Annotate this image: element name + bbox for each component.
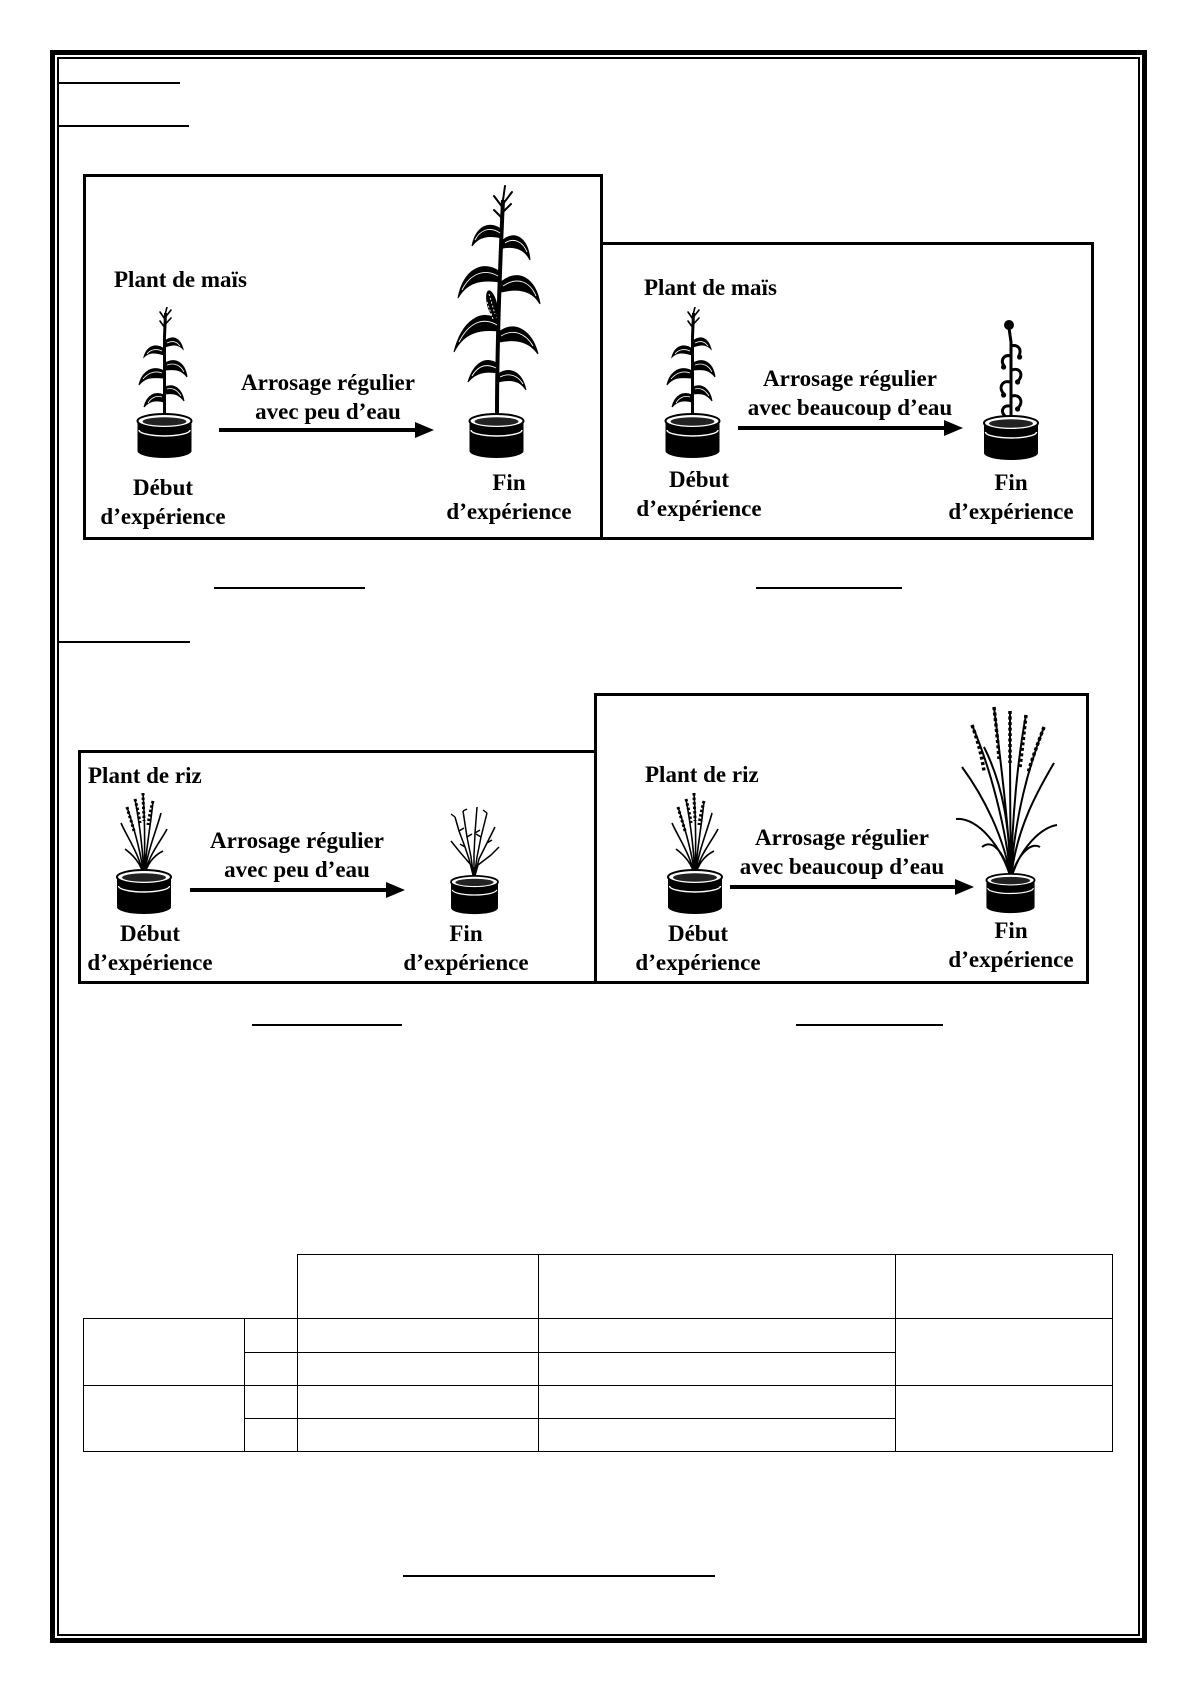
answer-line bbox=[214, 587, 365, 589]
end-label bbox=[891, 468, 1131, 526]
maize-plant-start bbox=[661, 307, 724, 459]
end-line-1: Fin bbox=[449, 921, 483, 946]
plant-label: Plant de riz bbox=[88, 763, 202, 788]
row-group-result-cell bbox=[896, 1319, 1113, 1386]
start-line-2: d’expérience bbox=[100, 504, 226, 529]
maize-young-drawing bbox=[138, 307, 192, 458]
answer-line bbox=[756, 587, 902, 589]
plant-label: Plant de riz bbox=[645, 762, 759, 787]
section-rule-maize bbox=[57, 125, 189, 127]
start-label bbox=[578, 919, 818, 977]
table-cell bbox=[245, 1353, 298, 1386]
table-row bbox=[84, 1386, 1113, 1419]
arrow-head bbox=[944, 420, 963, 436]
treatment-line-2: avec beaucoup d’eau bbox=[747, 395, 953, 420]
answer-line bbox=[796, 1024, 943, 1026]
start-line-1: Début bbox=[667, 921, 729, 946]
table-cell bbox=[298, 1353, 539, 1386]
header-cell bbox=[896, 1255, 1113, 1319]
plant-label: Plant de maïs bbox=[644, 275, 777, 300]
rice-grains bbox=[972, 707, 1044, 773]
header-cell bbox=[298, 1255, 539, 1319]
end-label bbox=[891, 916, 1131, 974]
arrow-head bbox=[386, 882, 405, 898]
rice-young-drawing bbox=[117, 793, 171, 914]
table-cell bbox=[298, 1386, 539, 1419]
start-label bbox=[30, 919, 270, 977]
start-line-1: Début bbox=[668, 467, 730, 492]
arrow-right-icon bbox=[190, 880, 405, 900]
end-label bbox=[346, 919, 586, 977]
treatment-label bbox=[730, 364, 970, 422]
maize-plant-tall bbox=[448, 186, 545, 459]
table-cell bbox=[539, 1419, 896, 1452]
answer-line bbox=[252, 1024, 402, 1026]
treatment-label bbox=[722, 823, 962, 881]
rice-young-drawing bbox=[668, 793, 722, 914]
table-corner-blank bbox=[84, 1255, 298, 1319]
table-cell bbox=[539, 1319, 896, 1353]
pot bbox=[986, 874, 1034, 913]
end-line-2: d’expérience bbox=[446, 499, 572, 524]
end-line-1: Fin bbox=[994, 470, 1028, 495]
treatment-label bbox=[177, 826, 417, 884]
pot bbox=[451, 876, 498, 914]
start-label bbox=[579, 465, 819, 523]
treatment-line-2: avec peu d’eau bbox=[224, 857, 370, 882]
maize-young-drawing bbox=[666, 307, 720, 458]
table-row bbox=[84, 1319, 1113, 1353]
section-rule-rice bbox=[57, 641, 190, 643]
table-cell bbox=[245, 1386, 298, 1419]
arrow-right-icon bbox=[219, 420, 434, 440]
start-line-1: Début bbox=[132, 475, 194, 500]
treatment-line-2: avec beaucoup d’eau bbox=[739, 854, 945, 879]
end-line-2: d’expérience bbox=[948, 499, 1074, 524]
treatment-line-1: Arrosage régulier bbox=[210, 828, 384, 853]
table-cell bbox=[298, 1319, 539, 1353]
end-line-2: d’expérience bbox=[403, 950, 529, 975]
maize-plant-wilted bbox=[981, 318, 1041, 462]
row-group-result-cell bbox=[896, 1386, 1113, 1452]
start-line-1: Début bbox=[119, 921, 181, 946]
treatment-line-1: Arrosage régulier bbox=[241, 370, 415, 395]
arrow-right-icon bbox=[738, 418, 963, 438]
pot bbox=[984, 416, 1038, 460]
treatment-line-1: Arrosage régulier bbox=[763, 366, 937, 391]
header-cell bbox=[539, 1255, 896, 1319]
rice-plant-start bbox=[666, 793, 724, 915]
start-line-2: d’expérience bbox=[635, 950, 761, 975]
rice-dry-blades bbox=[451, 807, 499, 879]
plant-label: Plant de maïs bbox=[114, 267, 247, 292]
table-header-row bbox=[84, 1255, 1113, 1319]
row-group-label-cell bbox=[84, 1319, 245, 1386]
arrow-head bbox=[415, 422, 434, 438]
maize-dried-head bbox=[1004, 320, 1014, 330]
table-cell bbox=[245, 1319, 298, 1353]
table-cell bbox=[298, 1419, 539, 1452]
rice-plant-tall bbox=[954, 707, 1057, 914]
treatment-line-1: Arrosage régulier bbox=[755, 825, 929, 850]
table-cell bbox=[539, 1386, 896, 1419]
start-line-2: d’expérience bbox=[87, 950, 213, 975]
treatment-label bbox=[208, 368, 448, 426]
table-cell bbox=[245, 1419, 298, 1452]
answer-line bbox=[403, 1575, 715, 1577]
pot bbox=[470, 414, 524, 458]
arrow-right-icon bbox=[730, 877, 974, 897]
end-line-2: d’expérience bbox=[948, 947, 1074, 972]
end-line-1: Fin bbox=[994, 918, 1028, 943]
row-group-label-cell bbox=[84, 1386, 245, 1452]
end-line-1: Fin bbox=[492, 470, 526, 495]
results-table bbox=[83, 1254, 1113, 1452]
start-label bbox=[43, 473, 283, 531]
treatment-line-2: avec peu d’eau bbox=[255, 399, 401, 424]
table-cell bbox=[539, 1353, 896, 1386]
rice-plant-dry bbox=[447, 807, 502, 915]
maize-plant-start bbox=[133, 307, 196, 459]
heading-rule bbox=[57, 82, 180, 84]
start-line-2: d’expérience bbox=[636, 496, 762, 521]
rice-plant-start bbox=[115, 793, 173, 915]
